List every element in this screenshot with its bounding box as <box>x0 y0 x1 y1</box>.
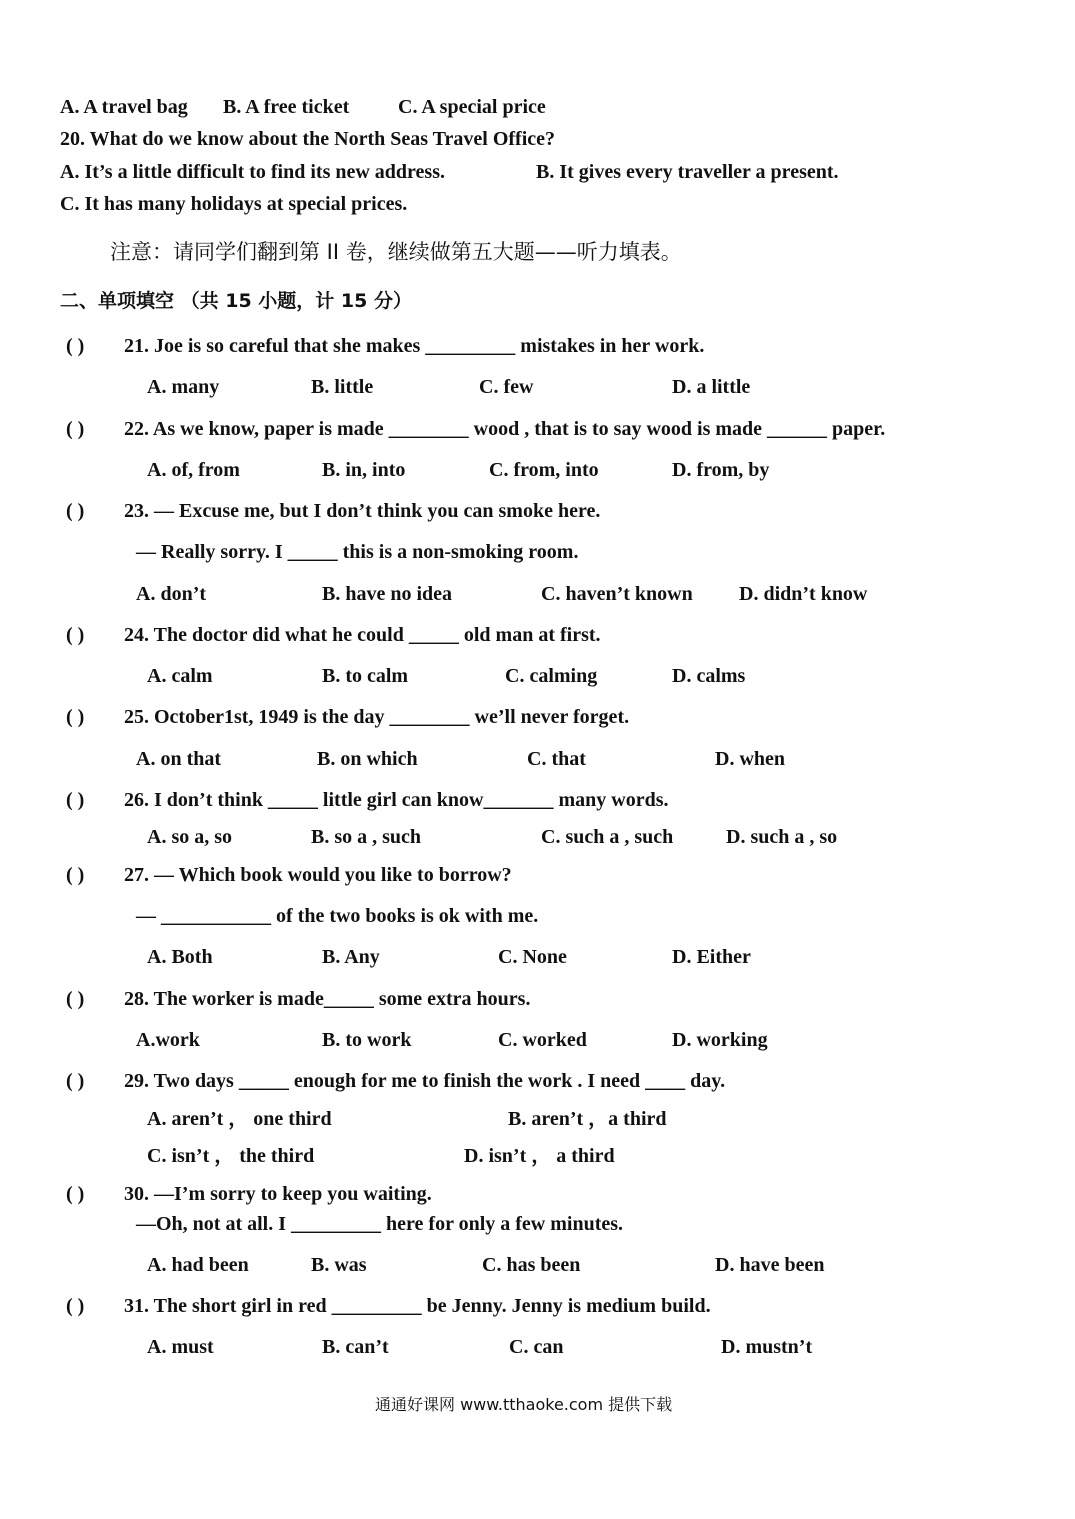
q24-option-a: A. calm <box>147 665 213 687</box>
q19-option-b: B. A free ticket <box>223 96 350 118</box>
q28-option-c: C. worked <box>498 1029 587 1051</box>
answer-bracket: ( ) <box>66 864 85 886</box>
q26-option-a: A. so a, so <box>147 826 233 848</box>
q20-option-c: C. It has many holidays at special prices. <box>60 193 408 215</box>
answer-bracket: ( ) <box>66 1183 85 1205</box>
q23-option-c: C. haven’t known <box>541 583 693 605</box>
q21-option-b: B. little <box>311 376 374 398</box>
notice: 注意：请同学们翻到第 II 卷，继续做第五大题——听力填表。 <box>110 240 682 264</box>
q28-option-a: A.work <box>136 1029 200 1051</box>
q20-question: 20. What do we know about the North Seas Travel Office? <box>60 128 555 150</box>
q22-option-b: B. in, into <box>322 459 406 481</box>
q20-option-b: B. It gives every traveller a present. <box>536 161 839 183</box>
q21-option-a: A. many <box>147 376 220 398</box>
answer-bracket: ( ) <box>66 418 85 440</box>
q30-option-b: B. was <box>311 1254 367 1276</box>
q23-stem: 23. — Excuse me, but I don’t think you can smoke here. <box>124 500 601 522</box>
q29-stem: 29. Two days _____ enough for me to finish the work . I need ____ day. <box>124 1070 726 1092</box>
q30-option-a: A. had been <box>147 1254 249 1276</box>
answer-bracket: ( ) <box>66 624 85 646</box>
q25-option-d: D. when <box>715 748 786 770</box>
q31-stem: 31. The short girl in red _________ be Jenny. Jenny is medium build. <box>124 1295 711 1317</box>
q28-option-d: D. working <box>672 1029 768 1051</box>
q22-option-c: C. from, into <box>489 459 599 481</box>
q25-option-c: C. that <box>527 748 586 770</box>
q27-option-a: A. Both <box>147 946 213 968</box>
q26-option-c: C. such a , such <box>541 826 674 848</box>
q24-option-b: B. to calm <box>322 665 409 687</box>
q31-option-b: B. can’t <box>322 1336 389 1358</box>
q25-option-b: B. on which <box>317 748 418 770</box>
q30-option-d: D. have been <box>715 1254 825 1276</box>
q30-option-c: C. has been <box>482 1254 581 1276</box>
q26-option-d: D. such a , so <box>726 826 838 848</box>
q27-option-b: B. Any <box>322 946 380 968</box>
q29-option-d: D. isn’t ， a third <box>464 1145 615 1167</box>
q29-option-c: C. isn’t ， the third <box>147 1145 315 1167</box>
q31-option-c: C. can <box>509 1336 564 1358</box>
q26-stem: 26. I don’t think _____ little girl can know_______ many words. <box>124 789 669 811</box>
q22-stem: 22. As we know, paper is made ________ wood , that is to say wood is made ______ paper. <box>124 418 886 440</box>
q24-option-d: D. calms <box>672 665 746 687</box>
answer-bracket: ( ) <box>66 500 85 522</box>
q29-option-b: B. aren’t ，a third <box>508 1108 667 1130</box>
q30-stem: 30. —I’m sorry to keep you waiting. <box>124 1183 432 1205</box>
q22-option-a: A. of, from <box>147 459 240 481</box>
q31-option-a: A. must <box>147 1336 214 1358</box>
q19-option-a: A. A travel bag <box>60 96 188 118</box>
q23-option-a: A. don’t <box>136 583 207 605</box>
q21-stem: 21. Joe is so careful that she makes _________ mistakes in her work. <box>124 335 705 357</box>
q23-option-d: D. didn’t know <box>739 583 868 605</box>
q24-option-c: C. calming <box>505 665 598 687</box>
q23-reply: — Really sorry. I _____ this is a non-smoking room. <box>136 541 579 563</box>
q21-option-d: D. a little <box>672 376 751 398</box>
footer-download-note: 通通好课网 www.tthaoke.com 提供下载 <box>375 1395 673 1414</box>
q20-option-a: A. It’s a little difficult to find its new address. <box>60 161 445 183</box>
q28-stem: 28. The worker is made_____ some extra hours. <box>124 988 531 1010</box>
q27-stem: 27. — Which book would you like to borrow? <box>124 864 512 886</box>
q22-option-d: D. from, by <box>672 459 770 481</box>
q23-option-b: B. have no idea <box>322 583 453 605</box>
q24-stem: 24. The doctor did what he could _____ old man at first. <box>124 624 601 646</box>
q29-option-a: A. aren’t ， one third <box>147 1108 332 1130</box>
q27-option-d: D. Either <box>672 946 751 968</box>
section-title: 二、单项填空 （共 15 小题，计 15 分） <box>60 290 412 312</box>
answer-bracket: ( ) <box>66 1295 85 1317</box>
answer-bracket: ( ) <box>66 335 85 357</box>
q25-option-a: A. on that <box>136 748 222 770</box>
answer-bracket: ( ) <box>66 988 85 1010</box>
q21-option-c: C. few <box>479 376 534 398</box>
q26-option-b: B. so a , such <box>311 826 422 848</box>
q30-reply: —Oh, not at all. I _________ here for only a few minutes. <box>136 1213 624 1235</box>
answer-bracket: ( ) <box>66 1070 85 1092</box>
q25-stem: 25. October1st, 1949 is the day ________ we’ll never forget. <box>124 706 630 728</box>
q27-option-c: C. None <box>498 946 567 968</box>
q31-option-d: D. mustn’t <box>721 1336 813 1358</box>
answer-bracket: ( ) <box>66 789 85 811</box>
q27-reply: — ___________ of the two books is ok with me. <box>136 905 539 927</box>
answer-bracket: ( ) <box>66 706 85 728</box>
q28-option-b: B. to work <box>322 1029 412 1051</box>
q19-option-c: C. A special price <box>398 96 546 118</box>
